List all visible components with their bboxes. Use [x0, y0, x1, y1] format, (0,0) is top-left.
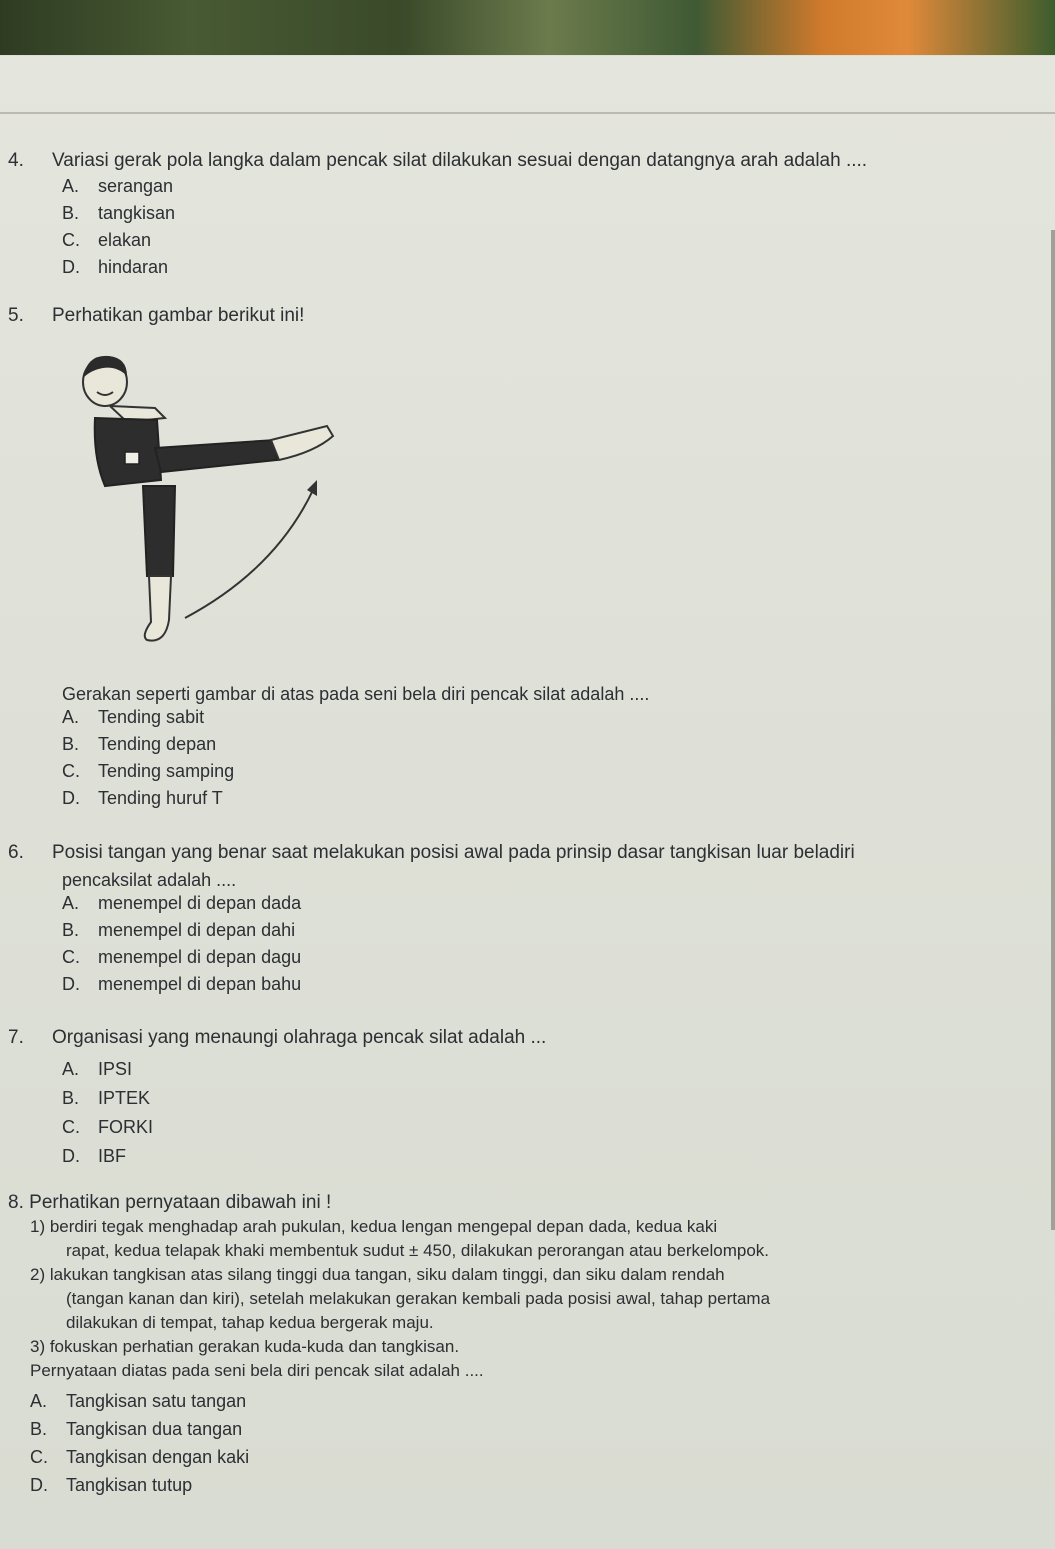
q5-option-d[interactable]: D. Tending huruf T	[62, 788, 223, 808]
background-strip	[0, 0, 1055, 55]
statement-line: rapat, kedua telapak khaki membentuk sudut ± 450, dilakukan perorangan atau berkelompok.	[66, 1241, 769, 1260]
q8-option-c[interactable]: C. Tangkisan dengan kaki	[30, 1447, 250, 1467]
q4-option-c[interactable]: C. elakan	[62, 230, 152, 250]
q5-option-b[interactable]: B. Tending depan	[62, 734, 217, 754]
statement-question: Pernyataan diatas pada seni bela diri pencak silat adalah ....	[30, 1361, 484, 1380]
question-number: 7.	[8, 1027, 24, 1048]
statement-line: (tangan kanan dan kiri), setelah melakukan gerakan kembali pada posisi awal, tahap pertama	[66, 1289, 771, 1308]
question-text: Posisi tangan yang benar saat melakukan posisi awal pada prinsip dasar tangkisan luar beladiri	[52, 842, 855, 863]
q7-option-b[interactable]: B. IPTEK	[62, 1088, 151, 1108]
q4-option-d[interactable]: D. hindaran	[62, 257, 169, 277]
q8-option-b[interactable]: B. Tangkisan dua tangan	[30, 1419, 243, 1439]
question-5	[8, 305, 304, 327]
question-5-prompt: Gerakan seperti gambar di atas pada seni bela diri pencak silat adalah ....	[62, 684, 650, 704]
q8-option-a[interactable]: A. Tangkisan satu tangan	[30, 1391, 247, 1411]
question-number: 8.	[8, 1192, 24, 1213]
q6-option-b[interactable]: B. menempel di depan dahi	[62, 920, 296, 940]
q7-option-c[interactable]: C. FORKI	[62, 1117, 154, 1137]
statement-line: dilakukan di tempat, tahap kedua bergerak maju.	[66, 1313, 434, 1332]
question-number: 6.	[8, 842, 24, 863]
q8-option-d[interactable]: D. Tangkisan tutup	[30, 1475, 193, 1495]
question-number: 5.	[8, 305, 24, 326]
question-4	[8, 150, 867, 172]
page-edge	[1051, 230, 1055, 1230]
q6-option-d[interactable]: D. menempel di depan bahu	[62, 974, 302, 994]
q6-option-a[interactable]: A. menempel di depan dada	[62, 893, 302, 913]
question-number: 4.	[8, 150, 24, 171]
q7-option-a[interactable]: A. IPSI	[62, 1059, 133, 1079]
statement-line: 2) lakukan tangkisan atas silang tinggi dua tangan, siku dalam tinggi, dan siku dalam rendah	[30, 1265, 725, 1284]
question-6-text-continued: pencaksilat adalah ....	[62, 870, 237, 890]
q6-option-c[interactable]: C. menempel di depan dagu	[62, 947, 302, 967]
question-8	[8, 1192, 331, 1214]
question-text: Perhatikan pernyataan dibawah ini !	[29, 1192, 332, 1213]
kick-illustration	[65, 340, 355, 660]
statement-line: 3) fokuskan perhatian gerakan kuda-kuda dan tangkisan.	[30, 1337, 460, 1356]
question-7	[8, 1027, 546, 1049]
q4-option-a[interactable]: A. serangan	[62, 176, 174, 196]
question-text: Variasi gerak pola langka dalam pencak silat dilakukan sesuai dengan datangnya arah adalah ....	[52, 150, 868, 171]
q5-option-c[interactable]: C. Tending samping	[62, 761, 235, 781]
paper-fold-line	[0, 112, 1055, 114]
statement-line: 1) berdiri tegak menghadap arah pukulan, kedua lengan mengepal depan dada, kedua kaki	[30, 1217, 718, 1236]
question-6	[8, 842, 855, 864]
question-text: Perhatikan gambar berikut ini!	[52, 305, 305, 326]
q5-option-a[interactable]: A. Tending sabit	[62, 707, 205, 727]
q7-option-d[interactable]: D. IBF	[62, 1146, 127, 1166]
q4-option-b[interactable]: B. tangkisan	[62, 203, 176, 223]
question-text: Organisasi yang menaungi olahraga pencak silat adalah ...	[52, 1027, 547, 1048]
